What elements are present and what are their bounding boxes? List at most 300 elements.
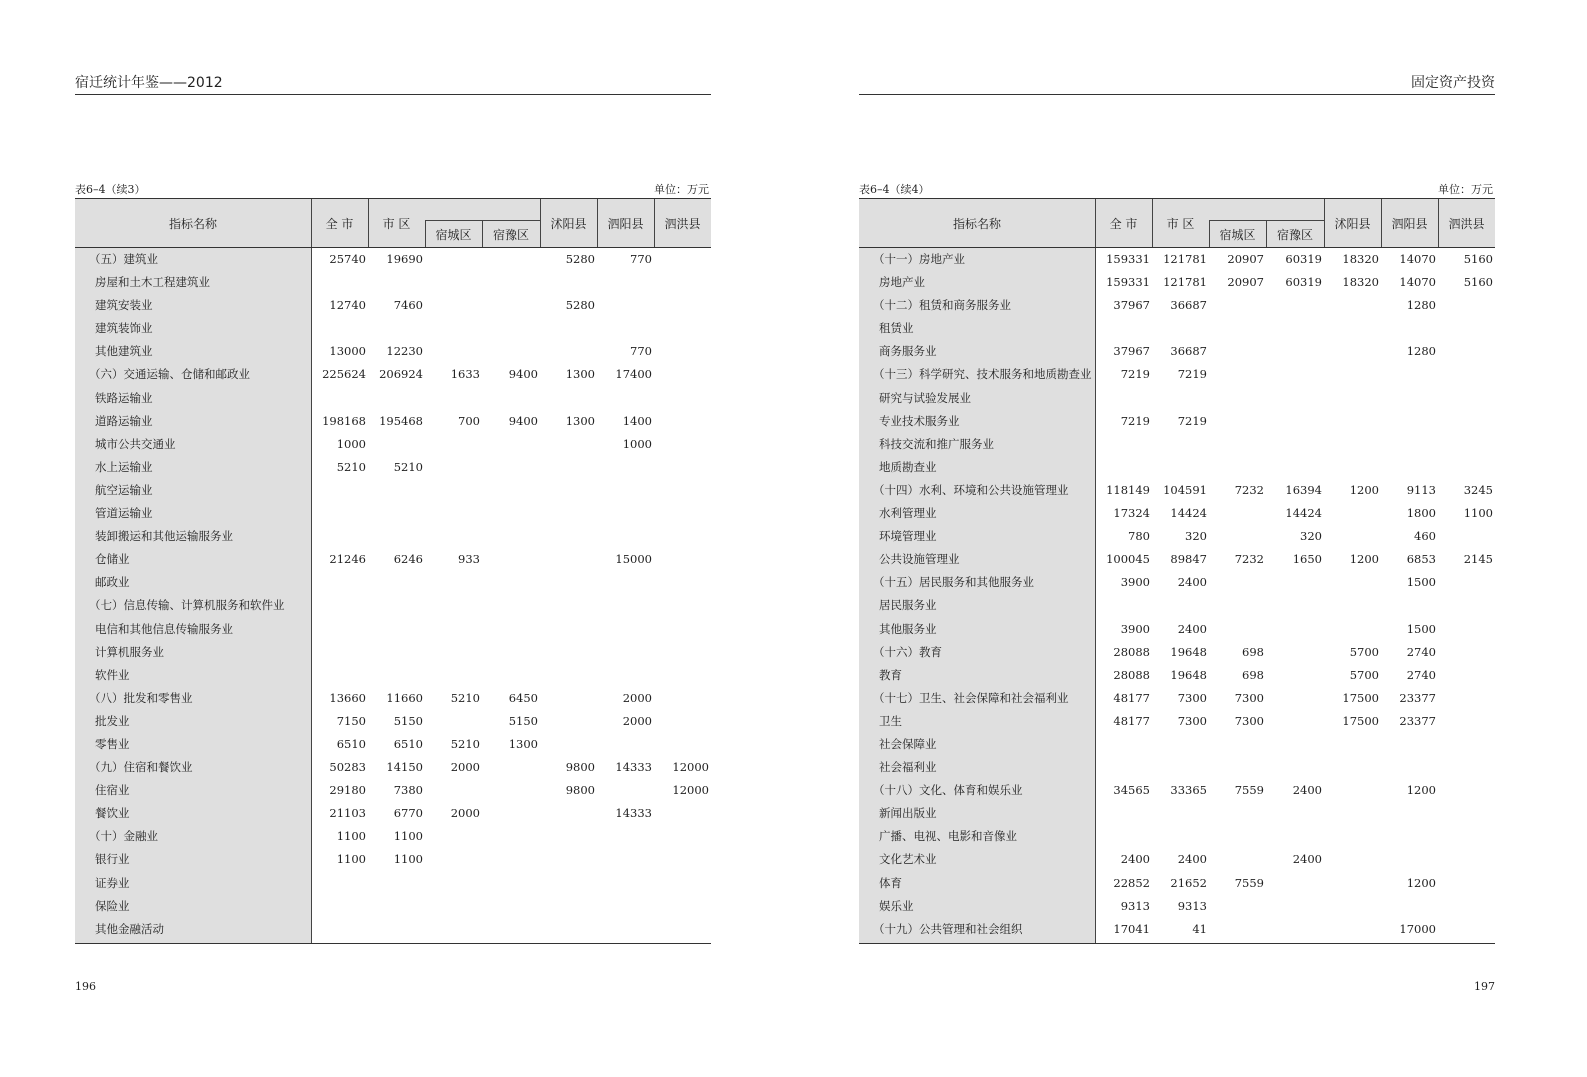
value-c1: 1200 xyxy=(1349,482,1379,497)
value-d1: 7300 xyxy=(1234,713,1264,728)
value-c2: 1500 xyxy=(1406,621,1436,636)
value-c1: 18320 xyxy=(1342,275,1379,290)
table-row xyxy=(859,248,1495,271)
value-d1: 698 xyxy=(1242,644,1264,659)
table-caption xyxy=(75,181,711,197)
item-name: 卫生 xyxy=(879,713,902,728)
value-urban: 2400 xyxy=(1177,621,1207,636)
item-name: 水上运输业 xyxy=(95,459,153,474)
table-row xyxy=(75,710,711,733)
item-name: 其他服务业 xyxy=(879,621,937,636)
item-name: 邮政业 xyxy=(95,575,130,590)
value-urban: 19690 xyxy=(386,252,423,266)
value-urban: 7380 xyxy=(393,783,423,798)
table-row xyxy=(75,872,711,895)
value-total: 7219 xyxy=(1120,367,1150,382)
value-total: 1000 xyxy=(336,436,366,451)
value-total: 34565 xyxy=(1113,783,1150,798)
table-row xyxy=(859,479,1495,502)
value-total: 13660 xyxy=(329,690,366,705)
header-name: 指标名称 xyxy=(952,217,1001,231)
value-total: 37967 xyxy=(1113,344,1150,359)
value-urban: 121781 xyxy=(1163,275,1207,290)
value-d1: 5210 xyxy=(450,690,480,705)
value-d1: 700 xyxy=(458,413,480,428)
value-c3: 2145 xyxy=(1463,552,1493,567)
item-name: 地质勘查业 xyxy=(879,459,937,474)
value-total: 5210 xyxy=(336,459,366,474)
item-name: 房屋和土木工程建筑业 xyxy=(95,275,210,290)
table-row xyxy=(859,918,1495,941)
value-total: 780 xyxy=(1128,529,1150,544)
value-d1: 7559 xyxy=(1234,783,1264,798)
table-body xyxy=(75,248,711,944)
value-urban: 19648 xyxy=(1170,667,1207,682)
table-row xyxy=(859,895,1495,918)
value-urban: 33365 xyxy=(1170,783,1207,798)
value-d1: 7559 xyxy=(1234,875,1264,890)
item-name: 教育 xyxy=(879,667,902,682)
value-total: 225624 xyxy=(322,367,366,382)
value-d2: 2400 xyxy=(1292,783,1322,798)
value-total: 22852 xyxy=(1113,875,1150,890)
value-d1: 20907 xyxy=(1227,252,1264,266)
table-row xyxy=(75,594,711,617)
table-row xyxy=(859,733,1495,756)
table-row xyxy=(75,756,711,779)
value-d1: 7300 xyxy=(1234,690,1264,705)
chapter-title: 固定资产投资 xyxy=(1411,75,1495,91)
value-urban: 104591 xyxy=(1163,482,1207,497)
data-table xyxy=(859,198,1495,944)
value-total: 12740 xyxy=(329,298,366,313)
value-urban: 7219 xyxy=(1177,413,1207,428)
value-total: 1100 xyxy=(336,829,366,844)
header-d1: 宿城区 xyxy=(435,228,472,242)
value-urban: 2400 xyxy=(1177,575,1207,590)
item-name: 城市公共交通业 xyxy=(95,436,176,451)
value-d2: 60319 xyxy=(1285,275,1322,290)
value-total: 28088 xyxy=(1113,667,1150,682)
item-name: 房地产业 xyxy=(879,275,925,290)
table-row xyxy=(859,779,1495,802)
category-name: （五）建筑业 xyxy=(89,252,158,266)
value-total: 159331 xyxy=(1106,252,1150,266)
table-row xyxy=(75,733,711,756)
value-c1: 17500 xyxy=(1342,713,1379,728)
item-name: 公共设施管理业 xyxy=(879,552,960,567)
value-c3: 5160 xyxy=(1463,275,1493,290)
table-row xyxy=(75,525,711,548)
value-c2: 17400 xyxy=(615,367,652,382)
value-total: 21246 xyxy=(329,552,366,567)
table-row xyxy=(859,317,1495,340)
table-row xyxy=(75,387,711,410)
item-name: 科技交流和推广服务业 xyxy=(879,436,994,451)
value-c3: 1100 xyxy=(1463,506,1493,521)
value-d2: 5150 xyxy=(508,713,538,728)
category-name: （七）信息传输、计算机服务和软件业 xyxy=(89,598,285,613)
value-urban: 6246 xyxy=(393,552,423,567)
item-name: 社会保障业 xyxy=(879,736,937,751)
value-urban: 7300 xyxy=(1177,690,1207,705)
value-urban: 1100 xyxy=(393,829,423,844)
item-name: 铁路运输业 xyxy=(95,390,153,405)
table-row xyxy=(859,433,1495,456)
value-urban: 5150 xyxy=(393,713,423,728)
table-row xyxy=(859,825,1495,848)
value-c1: 5700 xyxy=(1349,667,1379,682)
value-urban: 6510 xyxy=(393,736,423,751)
item-name: 证券业 xyxy=(95,875,130,890)
value-urban: 320 xyxy=(1185,529,1207,544)
header-name: 指标名称 xyxy=(168,217,217,231)
item-name: 批发业 xyxy=(95,713,130,728)
table-row xyxy=(75,410,711,433)
value-d1: 20907 xyxy=(1227,275,1264,290)
left-page xyxy=(75,0,711,1077)
table-unit: 单位：万元 xyxy=(654,183,709,196)
table-name: 表6–4（续4） xyxy=(859,183,930,196)
table-row xyxy=(75,664,711,687)
value-d1: 5210 xyxy=(450,736,480,751)
item-name: 航空运输业 xyxy=(95,482,153,497)
header-c1: 沭阳县 xyxy=(550,217,587,231)
table-header xyxy=(859,198,1495,248)
table-row xyxy=(75,618,711,641)
data-table xyxy=(75,198,711,944)
category-name: （十三）科学研究、技术服务和地质勘查业 xyxy=(873,367,1092,382)
value-urban: 6770 xyxy=(393,806,423,821)
value-c2: 2740 xyxy=(1406,644,1436,659)
value-urban: 1100 xyxy=(393,852,423,867)
table-row xyxy=(859,571,1495,594)
value-total: 2400 xyxy=(1120,852,1150,867)
item-name: 仓储业 xyxy=(95,552,130,567)
value-d2: 2400 xyxy=(1292,852,1322,867)
value-total: 118149 xyxy=(1106,482,1150,497)
table-caption xyxy=(859,181,1495,197)
value-total: 29180 xyxy=(329,783,366,798)
table-row xyxy=(859,548,1495,571)
value-urban: 14424 xyxy=(1170,506,1207,521)
value-urban: 12230 xyxy=(386,344,423,359)
category-name: （十九）公共管理和社会组织 xyxy=(873,921,1023,936)
value-d1: 7232 xyxy=(1234,552,1264,567)
table-row xyxy=(75,456,711,479)
category-name: （十一）房地产业 xyxy=(873,252,965,266)
value-c2: 2000 xyxy=(622,713,652,728)
value-c1: 18320 xyxy=(1342,252,1379,266)
category-name: （十）金融业 xyxy=(89,829,158,844)
table-row xyxy=(859,802,1495,825)
item-name: 管道运输业 xyxy=(95,506,153,521)
item-name: 研究与试验发展业 xyxy=(879,390,971,405)
value-c2: 6853 xyxy=(1406,552,1436,567)
value-c2: 770 xyxy=(630,344,652,359)
header-d2: 宿豫区 xyxy=(492,228,529,242)
table-row xyxy=(75,294,711,317)
value-c2: 14333 xyxy=(615,760,652,775)
category-name: （十七）卫生、社会保障和社会福利业 xyxy=(873,690,1069,705)
item-name: 文化艺术业 xyxy=(879,852,937,867)
table-row xyxy=(859,756,1495,779)
table-row xyxy=(859,687,1495,710)
value-total: 48177 xyxy=(1113,690,1150,705)
value-c2: 23377 xyxy=(1399,690,1436,705)
value-c2: 1500 xyxy=(1406,575,1436,590)
table-row xyxy=(859,410,1495,433)
value-urban: 7300 xyxy=(1177,713,1207,728)
item-name: 居民服务业 xyxy=(879,598,937,613)
value-c2: 9113 xyxy=(1406,482,1436,497)
table-row xyxy=(75,779,711,802)
table-row xyxy=(75,825,711,848)
value-urban: 121781 xyxy=(1163,252,1207,266)
item-name: 娱乐业 xyxy=(879,898,914,913)
table-row xyxy=(859,594,1495,617)
item-name: 其他建筑业 xyxy=(95,344,153,359)
header-d1: 宿城区 xyxy=(1219,228,1256,242)
category-name: （六）交通运输、仓储和邮政业 xyxy=(89,367,250,382)
value-c2: 1200 xyxy=(1406,783,1436,798)
value-c1: 1300 xyxy=(565,413,595,428)
header-urban: 市 区 xyxy=(1166,217,1195,231)
header-total: 全 市 xyxy=(325,217,354,231)
table-row xyxy=(75,340,711,363)
table-row xyxy=(859,387,1495,410)
category-name: （十四）水利、环境和公共设施管理业 xyxy=(873,482,1069,497)
table-row xyxy=(859,271,1495,294)
value-c1: 5280 xyxy=(565,298,595,313)
header-c2: 泗阳县 xyxy=(607,217,644,231)
value-c3: 5160 xyxy=(1463,252,1493,266)
value-urban: 89847 xyxy=(1170,552,1207,567)
table-row xyxy=(859,641,1495,664)
header-c3: 泗洪县 xyxy=(664,217,701,231)
table-name: 表6–4（续3） xyxy=(75,183,146,196)
table-row xyxy=(859,618,1495,641)
category-name: （十八）文化、体育和娱乐业 xyxy=(873,783,1023,798)
table-row xyxy=(75,571,711,594)
value-c2: 1280 xyxy=(1406,344,1436,359)
value-c2: 14333 xyxy=(615,806,652,821)
table-row xyxy=(859,363,1495,386)
table-row xyxy=(75,548,711,571)
value-c2: 14070 xyxy=(1399,275,1436,290)
table-unit: 单位：万元 xyxy=(1438,183,1493,196)
value-total: 21103 xyxy=(329,806,366,821)
item-name: 水利管理业 xyxy=(879,506,937,521)
value-d1: 698 xyxy=(1242,667,1264,682)
table-row xyxy=(859,872,1495,895)
value-c1: 1200 xyxy=(1349,552,1379,567)
value-urban: 7219 xyxy=(1177,367,1207,382)
item-name: 银行业 xyxy=(95,852,130,867)
category-name: （九）住宿和餐饮业 xyxy=(89,760,193,775)
value-c3: 3245 xyxy=(1463,482,1493,497)
table-body xyxy=(859,248,1495,944)
value-c1: 17500 xyxy=(1342,690,1379,705)
value-c2: 2740 xyxy=(1406,667,1436,682)
table-row xyxy=(75,433,711,456)
table-row xyxy=(75,317,711,340)
header-d2: 宿豫区 xyxy=(1276,228,1313,242)
item-name: 建筑装饰业 xyxy=(95,321,153,336)
table-row xyxy=(859,525,1495,548)
value-c2: 23377 xyxy=(1399,713,1436,728)
value-total: 6510 xyxy=(336,736,366,751)
value-total: 9313 xyxy=(1120,898,1150,913)
item-name: 广播、电视、电影和音像业 xyxy=(879,829,1017,844)
header-urban: 市 区 xyxy=(382,217,411,231)
value-total: 7150 xyxy=(336,713,366,728)
table-row xyxy=(75,918,711,941)
value-c1: 9800 xyxy=(565,760,595,775)
table-row xyxy=(75,479,711,502)
value-urban: 5210 xyxy=(393,459,423,474)
item-name: 餐饮业 xyxy=(95,806,130,821)
table-row xyxy=(75,848,711,871)
item-name: 住宿业 xyxy=(95,783,130,798)
item-name: 环境管理业 xyxy=(879,529,937,544)
value-d1: 933 xyxy=(458,552,480,567)
table-rows xyxy=(75,248,711,941)
value-total: 3900 xyxy=(1120,621,1150,636)
header-c1: 沭阳县 xyxy=(1334,217,1371,231)
table-row xyxy=(75,802,711,825)
value-urban: 36687 xyxy=(1170,344,1207,359)
table-row xyxy=(75,502,711,525)
value-urban: 21652 xyxy=(1170,875,1207,890)
value-urban: 19648 xyxy=(1170,644,1207,659)
value-c2: 2000 xyxy=(622,690,652,705)
running-header xyxy=(75,72,711,95)
category-name: （十五）居民服务和其他服务业 xyxy=(873,575,1034,590)
value-d2: 1300 xyxy=(508,736,538,751)
table-row xyxy=(75,363,711,386)
value-d2: 16394 xyxy=(1285,482,1322,497)
item-name: 专业技术服务业 xyxy=(879,413,960,428)
table-row xyxy=(859,664,1495,687)
table-row xyxy=(859,340,1495,363)
table-row xyxy=(859,710,1495,733)
value-total: 48177 xyxy=(1113,713,1150,728)
table-row xyxy=(75,687,711,710)
value-urban: 36687 xyxy=(1170,298,1207,313)
table-header xyxy=(75,198,711,248)
table-row xyxy=(75,641,711,664)
item-name: 电信和其他信息传输服务业 xyxy=(95,621,233,636)
value-total: 50283 xyxy=(329,760,366,775)
table-rows xyxy=(859,248,1495,941)
item-name: 建筑安装业 xyxy=(95,298,153,313)
value-total: 25740 xyxy=(329,252,366,266)
item-name: 零售业 xyxy=(95,736,130,751)
value-c2: 1000 xyxy=(622,436,652,451)
page-number: 197 xyxy=(1474,980,1495,993)
value-total: 198168 xyxy=(322,413,366,428)
item-name: 新闻出版业 xyxy=(879,806,937,821)
value-d2: 9400 xyxy=(508,367,538,382)
value-total: 37967 xyxy=(1113,298,1150,313)
item-name: 租赁业 xyxy=(879,321,914,336)
category-name: （十二）租赁和商务服务业 xyxy=(873,298,1011,313)
table-row xyxy=(75,271,711,294)
table-row xyxy=(859,848,1495,871)
item-name: 装卸搬运和其他运输服务业 xyxy=(95,529,233,544)
value-d2: 320 xyxy=(1300,529,1322,544)
value-urban: 195468 xyxy=(379,413,423,428)
header-total: 全 市 xyxy=(1109,217,1138,231)
header-c3: 泗洪县 xyxy=(1448,217,1485,231)
value-urban: 41 xyxy=(1192,921,1207,936)
value-total: 100045 xyxy=(1106,552,1150,567)
category-name: （八）批发和零售业 xyxy=(89,690,193,705)
value-c2: 770 xyxy=(630,252,652,266)
value-total: 28088 xyxy=(1113,644,1150,659)
value-total: 1100 xyxy=(336,852,366,867)
value-d1: 2000 xyxy=(450,760,480,775)
value-c2: 17000 xyxy=(1399,921,1436,936)
value-total: 7219 xyxy=(1120,413,1150,428)
table-row xyxy=(859,294,1495,317)
item-name: 商务服务业 xyxy=(879,344,937,359)
value-d1: 1633 xyxy=(450,367,480,382)
item-name: 体育 xyxy=(879,875,902,890)
value-urban: 7460 xyxy=(393,298,423,313)
table-row xyxy=(75,895,711,918)
value-d2: 60319 xyxy=(1285,252,1322,266)
value-d2: 14424 xyxy=(1285,506,1322,521)
value-c1: 5280 xyxy=(565,252,595,266)
item-name: 软件业 xyxy=(95,667,130,682)
value-c2: 460 xyxy=(1414,529,1436,544)
right-page xyxy=(859,0,1495,1077)
value-c3: 12000 xyxy=(672,783,709,798)
value-d2: 1650 xyxy=(1292,552,1322,567)
value-urban: 14150 xyxy=(386,760,423,775)
page-number: 196 xyxy=(75,980,96,993)
header-c2: 泗阳县 xyxy=(1391,217,1428,231)
value-total: 159331 xyxy=(1106,275,1150,290)
category-name: （十六）教育 xyxy=(873,644,942,659)
value-c2: 1800 xyxy=(1406,506,1436,521)
item-name: 社会福利业 xyxy=(879,760,937,775)
table-row xyxy=(75,248,711,271)
value-d2: 9400 xyxy=(508,413,538,428)
value-total: 17324 xyxy=(1113,506,1150,521)
item-name: 道路运输业 xyxy=(95,413,153,428)
item-name: 其他金融活动 xyxy=(95,921,164,936)
value-c1: 5700 xyxy=(1349,644,1379,659)
value-c1: 1300 xyxy=(565,367,595,382)
value-total: 13000 xyxy=(329,344,366,359)
value-c2: 1280 xyxy=(1406,298,1436,313)
value-c2: 1200 xyxy=(1406,875,1436,890)
book-title: 宿迁统计年鉴——2012 xyxy=(75,75,223,91)
item-name: 计算机服务业 xyxy=(95,644,164,659)
value-c1: 9800 xyxy=(565,783,595,798)
value-total: 17041 xyxy=(1113,921,1150,936)
value-c2: 15000 xyxy=(615,552,652,567)
value-d1: 2000 xyxy=(450,806,480,821)
table-row xyxy=(859,502,1495,525)
value-urban: 11660 xyxy=(386,690,423,705)
value-d1: 7232 xyxy=(1234,482,1264,497)
value-d2: 6450 xyxy=(508,690,538,705)
value-urban: 206924 xyxy=(379,367,423,382)
